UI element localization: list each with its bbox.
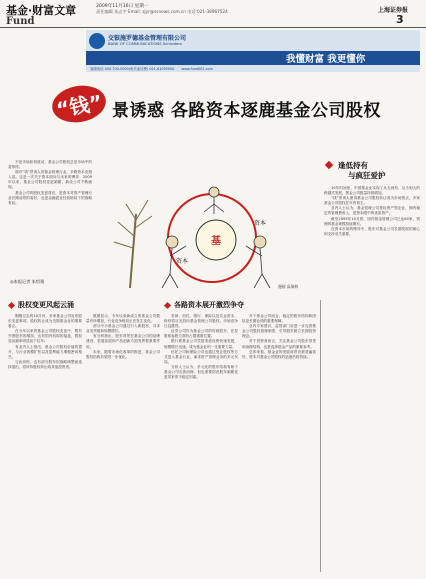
sidebar-paragraph: 业内人士认为，基金管理公司是轻资产型企业，拥有稳定的管理费收入，是资本眼中的优质资产。 bbox=[324, 206, 420, 216]
column-paragraph: 证券公司作为基金公司的传统股东，在控股和参股方面仍占据重要位置。 bbox=[164, 329, 238, 339]
sidebar-body bbox=[324, 186, 420, 570]
column-heading-diamond-icon bbox=[164, 302, 171, 309]
headline-title: 景诱惑 各路资本逐鹿基金公司股权 bbox=[112, 101, 381, 121]
sidebar bbox=[322, 160, 422, 572]
tree-icon bbox=[114, 200, 152, 288]
column-body bbox=[242, 314, 316, 572]
ad-company-en: BANK OF COMMUNICATIONS Schroders bbox=[108, 41, 182, 46]
column-body bbox=[86, 314, 160, 572]
illustration-label-left: 资本 bbox=[176, 258, 189, 265]
sidebar-paragraph: 截至2009年10月底，国内基金管理公司已达60家，管理的基金规模持续增长。 bbox=[324, 216, 420, 226]
editor-line bbox=[96, 9, 228, 15]
lede bbox=[8, 160, 92, 272]
column-paragraph: 有业内人士指出，基金公司股权价值的提升，与行业规模扩张以及盈利能力增强密切相关。 bbox=[8, 344, 82, 359]
column-paragraph: 对于基金公司而言，稳定的股东结构和团队是长期业绩的重要保障。 bbox=[242, 314, 316, 324]
lede-paragraph: 面对“钱”景诱人的基金管理行业，多路资本竞相入局。这是一次关于资本面向与未来的博弈：2009年以来，基金公司股权变更频繁，新设公司不断涌现。 bbox=[8, 170, 92, 190]
paper-name: 上海证券报 bbox=[378, 7, 409, 14]
illustration-credit: 漫画 高瑞林 bbox=[278, 284, 299, 289]
column-paragraph: 刚刚过去的10月份，多家基金公司宣布股东变更事项，股权转让成为近期基金业的重要看点。 bbox=[8, 314, 82, 329]
svg-text:基: 基 bbox=[211, 236, 221, 247]
illustration-label-right: 资本 bbox=[254, 220, 267, 227]
column-heading: 各路资本展开激烈争夺 bbox=[174, 301, 244, 309]
ad-dark-band bbox=[86, 51, 420, 65]
cartoon-drawing bbox=[96, 138, 324, 296]
column-paragraph: 部分中小基金公司通过引入新股东，寻求业务突破和规模增长。 bbox=[86, 324, 160, 334]
fund-coin-icon bbox=[196, 220, 236, 260]
ad-website: www.fund001.com bbox=[181, 67, 213, 71]
sidebar-paragraph: 10年时间里，中国基金业实现了从无到有、从小到大的跨越式发展，基金公司数量持续增加。 bbox=[324, 186, 420, 196]
date-line: 2009年11月16日 星期一 bbox=[96, 4, 149, 9]
column-paragraph: 未来，随着市场化改革的推进，基金公司股权结构有望进一步优化。 bbox=[86, 349, 160, 359]
headline-badge-text: “钱” bbox=[54, 89, 105, 122]
column-paragraph: 在今年以来的基金公司股权变更中，既有外资股东的增持，也有国内机构的接盘，股权变动频率明显高于往年。 bbox=[8, 329, 82, 344]
masthead bbox=[0, 0, 426, 28]
column-body bbox=[8, 314, 82, 572]
editor-contact: zjyr@ssnews.com.cn 电话:021-38967524 bbox=[142, 9, 228, 14]
column-paragraph: 业内专家建议，监管部门应进一步完善基金公司股权管理制度，引导股东树立长期投资理念。 bbox=[242, 324, 316, 339]
banner-ad bbox=[86, 30, 420, 72]
ad-slogan: 我懂财富 我更懂你 bbox=[286, 54, 366, 65]
byline: ◎本报记者 朱绍翔 bbox=[10, 279, 45, 284]
masthead-divider bbox=[0, 27, 426, 28]
column-paragraph: 券商、信托、银行、保险以及实业资本，纷纷将目光投向基金管理公司股权，市场竞争日趋激烈。 bbox=[164, 314, 238, 329]
column-paragraph: 总体来看，基金业的发展前景仍被普遍看好，资本对基金公司股权的追逐仍将持续。 bbox=[242, 349, 316, 359]
column-2 bbox=[86, 300, 160, 572]
sidebar-title-2: 与疯狂爱护 bbox=[348, 171, 386, 180]
column-paragraph: 信托公司和保险公司也通过受让股权等方式进入基金行业，谋求资产管理业务的多元布局。 bbox=[164, 349, 238, 364]
sidebar-paragraph: “钱”景诱人使得基金公司股权转让成为市场热点，多家基金公司股权在年内易主。 bbox=[324, 196, 420, 206]
page-number: 3 bbox=[396, 13, 404, 26]
headline-badge bbox=[49, 82, 108, 127]
sidebar-paragraph: 在资本市场的博弈中，股东对基金公司长期发展的耐心和支持至关重要。 bbox=[324, 226, 420, 236]
section-label-en: Fund bbox=[6, 16, 35, 27]
headline bbox=[0, 82, 426, 134]
ad-hotline bbox=[90, 66, 213, 71]
editor-name: 责任编辑 朱志宇 Email: bbox=[96, 9, 142, 14]
column-heading: 股权变更风起云涌 bbox=[18, 301, 74, 309]
lede-paragraph: 不论市场如何波动，基金公司股权总是市场中的香饽饽。 bbox=[8, 160, 92, 170]
column-paragraph: 分析人士认为，多元化的股东结构有助于基金公司完善治理，但也需要防范股东频繁变更带来的不稳定因素。 bbox=[164, 364, 238, 380]
column-4 bbox=[242, 300, 316, 572]
column-paragraph: 数据显示，今年以来新成立的基金公司数量有所增加，行业竞争格局正在发生变化。 bbox=[86, 314, 160, 324]
ad-hotline-text: 客服电话 400-700-5000(免长途话费) 021-61055000 bbox=[90, 67, 175, 71]
sidebar-divider bbox=[320, 300, 321, 572]
column-3 bbox=[164, 300, 244, 572]
column-paragraph: 有分析指出，股东背景在基金公司的品牌建设、渠道拓展和产品创新方面发挥着重要作用。 bbox=[86, 334, 160, 349]
bocom-logo-icon bbox=[89, 33, 105, 49]
column-body bbox=[164, 314, 238, 572]
sidebar-diamond-icon bbox=[325, 161, 333, 169]
illustration bbox=[96, 138, 324, 296]
column-paragraph: 对于投资者而言，关注基金公司股东背景和治理结构，也是选择基金产品的重要参考。 bbox=[242, 339, 316, 349]
sidebar-title-1: 逢低持有 bbox=[338, 161, 368, 170]
lede-paragraph: 基金公司的股权变更背后，是资本对资产管理行业长期前景的看好，也是金融混业经营格局下的战略布局。 bbox=[8, 190, 92, 205]
ad-company-cn: 交银施罗德基金管理有限公司 bbox=[108, 35, 187, 42]
column-1 bbox=[8, 300, 82, 572]
column-paragraph: 银行系基金公司凭借渠道优势快速发展，规模增长迅速，成为基金业的一支重要力量。 bbox=[164, 339, 238, 349]
figure-top-icon bbox=[204, 187, 224, 214]
section-title: 基金·财富文章 bbox=[6, 4, 77, 17]
column-heading-diamond-icon bbox=[8, 302, 15, 309]
column-paragraph: 与此同时，也有部分股东因战略调整而选择退出，将所持股权转让给其他投资者。 bbox=[8, 359, 82, 369]
